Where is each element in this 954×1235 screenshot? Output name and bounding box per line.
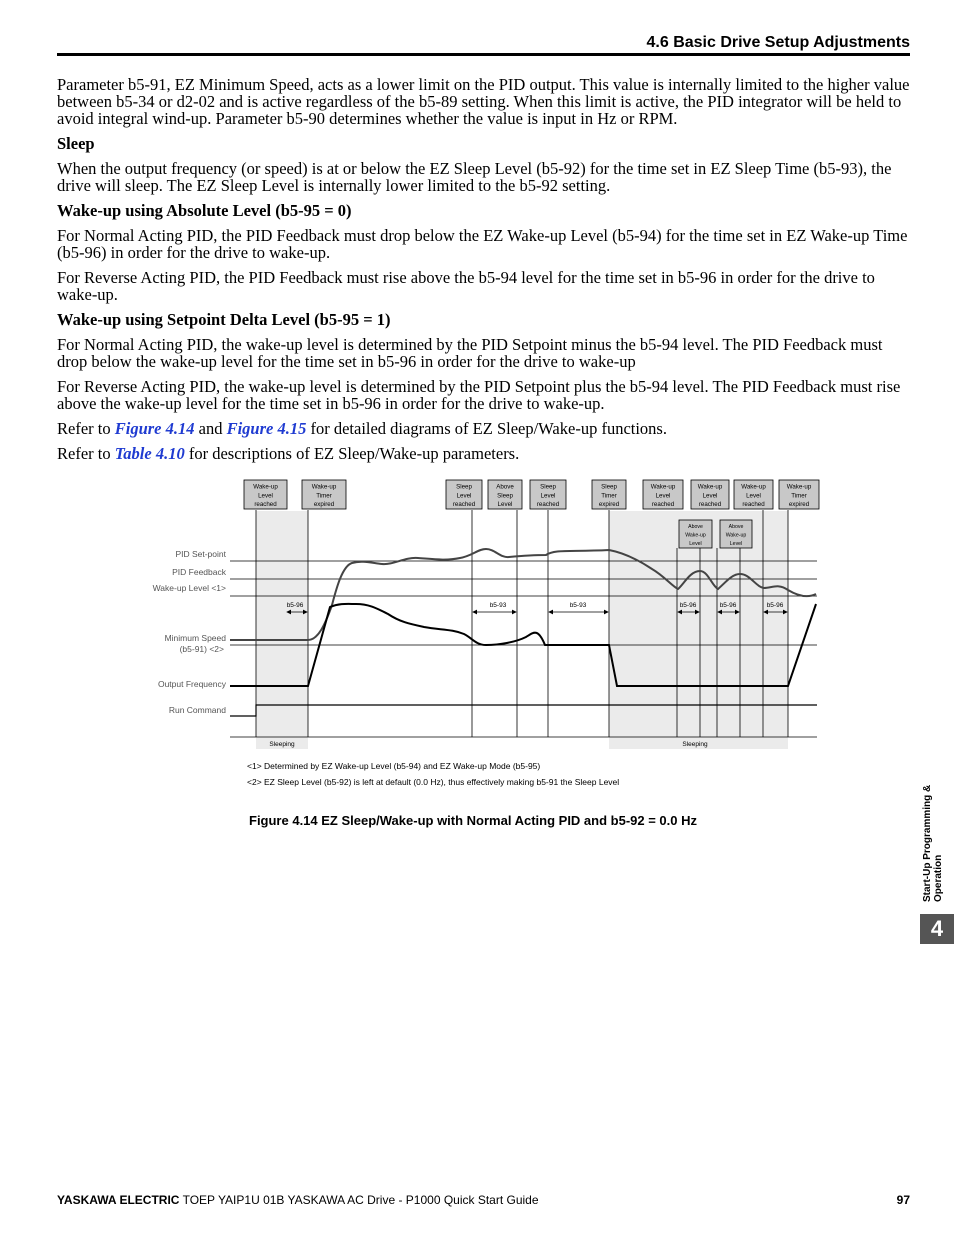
event-box-text: Wake-up bbox=[786, 483, 812, 491]
event-box-text: Level bbox=[702, 492, 718, 500]
event-box-text: reached bbox=[742, 501, 765, 509]
event-box-text: Level bbox=[258, 492, 273, 500]
above-box-text: Above bbox=[728, 524, 744, 531]
timing-diagram bbox=[0, 470, 954, 800]
event-box bbox=[302, 480, 346, 509]
event-box-text: expired bbox=[313, 501, 335, 509]
event-box-text: Sleep bbox=[601, 483, 617, 491]
sleeping-label: Sleeping bbox=[682, 741, 708, 748]
body-text bbox=[57, 76, 910, 470]
event-box-text: Wake-up bbox=[741, 483, 766, 491]
footer-doc: TOEP YAIP1U 01B YASKAWA AC Drive - P1000 Quick Start Guide bbox=[179, 1193, 539, 1207]
event-box-text: Sleep bbox=[497, 492, 513, 500]
event-box bbox=[446, 480, 482, 509]
event-box bbox=[734, 480, 773, 509]
timer-label: b5-96 bbox=[679, 602, 697, 609]
event-box-text: expired bbox=[598, 501, 620, 509]
event-box-text: Wake-up bbox=[650, 483, 676, 491]
event-box bbox=[691, 480, 729, 509]
event-box-text: Level bbox=[540, 492, 556, 500]
section-title: 4.6 Basic Drive Setup Adjustments bbox=[646, 34, 910, 51]
event-box bbox=[530, 480, 566, 509]
event-box-text: Above bbox=[496, 483, 514, 491]
event-box-text: Wake-up bbox=[311, 483, 337, 491]
note-1: <1> Determined by EZ Wake-up Level (b5-94) and EZ Wake-up Mode (b5-95) bbox=[247, 761, 541, 771]
event-box-text: reached bbox=[698, 501, 722, 509]
event-box-text: reached bbox=[452, 501, 476, 509]
event-box-text: Level bbox=[456, 492, 472, 500]
above-box-text: Wake-up bbox=[685, 532, 706, 539]
link-table-4-10[interactable]: Table 4.10 bbox=[114, 444, 185, 463]
timer-label: b5-93 bbox=[489, 602, 507, 609]
para-wake-delta-normal: For Normal Acting PID, the wake-up level is determined by the PID Setpoint minus the b5-94 level. The PID Feedback must drop below the wake-up level for the time set in b5-96 in order for the drive to wake-up bbox=[57, 335, 883, 371]
link-figure-4-14[interactable]: Figure 4.14 bbox=[114, 419, 195, 438]
para-sleep: When the output frequency (or speed) is at or below the EZ Sleep Level (b5-92) for the time set in EZ Sleep Time (b5-93), the drive will sleep. The EZ Sleep Level is internally lower limited to the b5-92 setting. bbox=[57, 159, 892, 195]
label-pid-feedback: PID Feedback bbox=[172, 567, 226, 577]
note-2: <2> EZ Sleep Level (b5-92) is left at default (0.0 Hz), thus effectively making b5-91 the Sleep Level bbox=[247, 777, 620, 787]
label-pid-setpoint: PID Set-point bbox=[175, 549, 226, 559]
heading-wake-absolute: Wake-up using Absolute Level (b5-95 = 0) bbox=[57, 201, 352, 220]
signal-labels bbox=[153, 549, 227, 715]
side-tab-label: Start-Up Programming & Operation bbox=[922, 784, 944, 902]
above-box bbox=[679, 520, 712, 548]
above-box-text: Wake-up bbox=[725, 532, 747, 539]
figure-caption: Figure 4.14 EZ Sleep/Wake-up with Normal Acting PID and b5-92 = 0.0 Hz bbox=[249, 813, 697, 828]
refer-text: Refer to bbox=[57, 444, 115, 463]
para-wake-delta-reverse: For Reverse Acting PID, the wake-up level is determined by the PID Setpoint plus the b5-94 level. The PID Feedback must rise above the wake-up level for the time set in b5-96 in order for the drive to wake-up. bbox=[57, 377, 901, 413]
refer-figures bbox=[57, 420, 910, 437]
event-box bbox=[488, 480, 522, 509]
event-box-text: Sleep bbox=[456, 483, 472, 491]
event-box bbox=[592, 480, 626, 509]
event-box bbox=[779, 480, 819, 509]
label-run-command: Run Command bbox=[168, 705, 226, 715]
event-box-text: Level bbox=[746, 492, 761, 500]
refer-text: for descriptions of EZ Sleep/Wake-up parameters. bbox=[184, 444, 520, 463]
above-box-text: Above bbox=[688, 524, 703, 531]
event-box bbox=[244, 480, 287, 509]
event-box-text: Wake-up bbox=[697, 483, 723, 491]
sleep-region-1 bbox=[256, 511, 308, 749]
event-box-text: reached bbox=[651, 501, 675, 509]
above-box-text: Level bbox=[729, 541, 743, 548]
side-tab bbox=[916, 780, 946, 905]
figure-notes bbox=[247, 761, 619, 787]
refer-table bbox=[57, 445, 910, 462]
event-box-text: Sleep bbox=[540, 483, 556, 491]
event-box-text: Level bbox=[655, 492, 671, 500]
heading-sleep: Sleep bbox=[57, 134, 95, 153]
refer-text: for detailed diagrams of EZ Sleep/Wake-up functions. bbox=[306, 419, 667, 438]
header-rule bbox=[57, 53, 910, 56]
event-box bbox=[643, 480, 683, 509]
event-box-text: reached bbox=[536, 501, 560, 509]
para-wake-abs-reverse: For Reverse Acting PID, the PID Feedback must rise above the b5-94 level for the time set in b5-96 in order for the drive to wake-up. bbox=[57, 268, 875, 304]
refer-text: and bbox=[194, 419, 227, 438]
footer bbox=[57, 1193, 539, 1207]
event-box-text: expired bbox=[788, 501, 810, 509]
event-boxes bbox=[244, 480, 819, 509]
link-figure-4-15[interactable]: Figure 4.15 bbox=[226, 419, 307, 438]
sleeping-label: Sleeping bbox=[269, 741, 295, 748]
page-number: 97 bbox=[896, 1193, 910, 1207]
above-box bbox=[720, 520, 752, 548]
label-min-speed: Minimum Speed bbox=[164, 633, 226, 643]
refer-text: Refer to bbox=[57, 419, 115, 438]
event-box-text: Timer bbox=[601, 492, 617, 500]
label-output-frequency: Output Frequency bbox=[157, 679, 226, 689]
footer-brand: YASKAWA ELECTRIC bbox=[57, 1193, 180, 1207]
event-box-text: Timer bbox=[316, 492, 332, 500]
timer-label: b5-93 bbox=[569, 602, 587, 609]
timer-label: b5-96 bbox=[719, 602, 737, 609]
above-box-text: Level bbox=[689, 541, 702, 548]
para-min-speed: Parameter b5-91, EZ Minimum Speed, acts as a lower limit on the PID output. This value is internally limited to the higher value between b5-34 or d2-02 and is active regardless of the b5-89 setting. When this limit is active, the PID integrator will be held to avoid integral wind-up. Parameter b5-90 determines whether the value is input in Hz or RPM. bbox=[57, 75, 910, 128]
event-box-text: Level bbox=[497, 501, 513, 509]
timer-label: b5-96 bbox=[766, 602, 784, 609]
timer-label: b5-96 bbox=[286, 602, 304, 609]
event-box-text: Timer bbox=[791, 492, 807, 500]
event-box-text: Wake-up bbox=[253, 483, 278, 491]
heading-wake-delta: Wake-up using Setpoint Delta Level (b5-95 = 1) bbox=[57, 310, 391, 329]
label-wakeup-level: Wake-up Level <1> bbox=[152, 583, 226, 593]
chapter-badge: 4 bbox=[920, 914, 954, 944]
para-wake-abs-normal: For Normal Acting PID, the PID Feedback must drop below the EZ Wake-up Level (b5-94) for the time set in EZ Wake-up Time (b5-96) in order for the drive to wake-up. bbox=[57, 226, 908, 262]
label-min-speed-param: (b5-91) <2> bbox=[179, 644, 224, 654]
event-box-text: reached bbox=[254, 501, 277, 509]
